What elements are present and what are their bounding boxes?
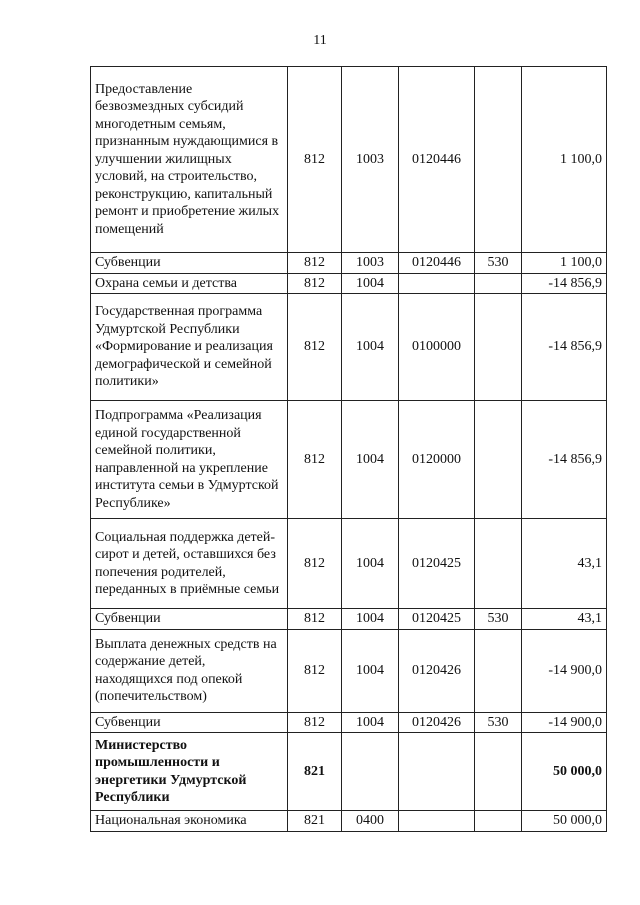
ministry-code: 812 (288, 609, 342, 630)
section-code: 1003 (342, 253, 399, 274)
target-code: 0120425 (399, 609, 475, 630)
amount: -14 900,0 (522, 629, 607, 712)
section-code: 1004 (342, 609, 399, 630)
table-row (91, 273, 607, 294)
row-name: Субвенции (91, 609, 288, 630)
amount: 1 100,0 (522, 253, 607, 274)
row-name: Предоставление безвозмездных субсидий многодетным семьям, признанным нуждающимися в улучшении жилищных условий, на строительство, реконструкцию, капитальный ремонт и приобретение жилых помещений (91, 67, 288, 253)
ministry-code: 812 (288, 401, 342, 519)
target-code (399, 733, 475, 811)
amount: 1 100,0 (522, 67, 607, 253)
expense-type-code (475, 67, 522, 253)
expense-type-code: 530 (475, 253, 522, 274)
row-name: Государственная программа Удмуртской Республики «Формирование и реализация демографической и семейной политики» (91, 294, 288, 401)
target-code: 0120446 (399, 253, 475, 274)
budget-table (90, 66, 607, 832)
table-row (91, 629, 607, 712)
expense-type-code (475, 294, 522, 401)
expense-type-code (475, 273, 522, 294)
expense-type-code (475, 733, 522, 811)
expense-type-code: 530 (475, 712, 522, 733)
section-code (342, 733, 399, 811)
table-row (91, 519, 607, 609)
table-row (91, 712, 607, 733)
section-code: 1004 (342, 712, 399, 733)
table-row (91, 811, 607, 832)
row-name: Национальная экономика (91, 811, 288, 832)
page-number: 11 (313, 33, 327, 48)
expense-type-code (475, 401, 522, 519)
table-row (91, 67, 607, 253)
table-row (91, 294, 607, 401)
target-code: 0120000 (399, 401, 475, 519)
section-code: 1004 (342, 519, 399, 609)
row-name: Министерство промышленности и энергетики Удмуртской Республики (91, 733, 288, 811)
section-code: 1004 (342, 401, 399, 519)
target-code: 0120425 (399, 519, 475, 609)
row-name: Субвенции (91, 253, 288, 274)
amount: -14 856,9 (522, 294, 607, 401)
ministry-code: 821 (288, 733, 342, 811)
row-name: Социальная поддержка детей-сирот и детей, оставшихся без попечения родителей, переданных в приёмные семьи (91, 519, 288, 609)
section-code: 1003 (342, 67, 399, 253)
ministry-code: 812 (288, 712, 342, 733)
section-code: 1004 (342, 629, 399, 712)
table-row (91, 401, 607, 519)
ministry-code: 812 (288, 294, 342, 401)
section-code: 1004 (342, 273, 399, 294)
expense-type-code (475, 629, 522, 712)
target-code: 0120426 (399, 629, 475, 712)
section-code: 1004 (342, 294, 399, 401)
expense-type-code: 530 (475, 609, 522, 630)
row-name: Выплата денежных средств на содержание детей, находящихся под опекой (попечительством) (91, 629, 288, 712)
amount: 43,1 (522, 609, 607, 630)
amount: -14 856,9 (522, 273, 607, 294)
target-code: 0120446 (399, 67, 475, 253)
expense-type-code (475, 811, 522, 832)
ministry-code: 812 (288, 67, 342, 253)
table-row (91, 253, 607, 274)
table-row (91, 609, 607, 630)
ministry-code: 812 (288, 273, 342, 294)
amount: 50 000,0 (522, 733, 607, 811)
target-code: 0100000 (399, 294, 475, 401)
target-code: 0120426 (399, 712, 475, 733)
ministry-code: 812 (288, 629, 342, 712)
amount: -14 900,0 (522, 712, 607, 733)
target-code (399, 273, 475, 294)
table-row (91, 733, 607, 811)
section-code: 0400 (342, 811, 399, 832)
expense-type-code (475, 519, 522, 609)
target-code (399, 811, 475, 832)
amount: -14 856,9 (522, 401, 607, 519)
amount: 50 000,0 (522, 811, 607, 832)
ministry-code: 821 (288, 811, 342, 832)
amount: 43,1 (522, 519, 607, 609)
row-name: Субвенции (91, 712, 288, 733)
ministry-code: 812 (288, 519, 342, 609)
row-name: Подпрограмма «Реализация единой государственной семейной политики, направленной на укрепление института семьи в Удмуртской Республике» (91, 401, 288, 519)
row-name: Охрана семьи и детства (91, 273, 288, 294)
ministry-code: 812 (288, 253, 342, 274)
